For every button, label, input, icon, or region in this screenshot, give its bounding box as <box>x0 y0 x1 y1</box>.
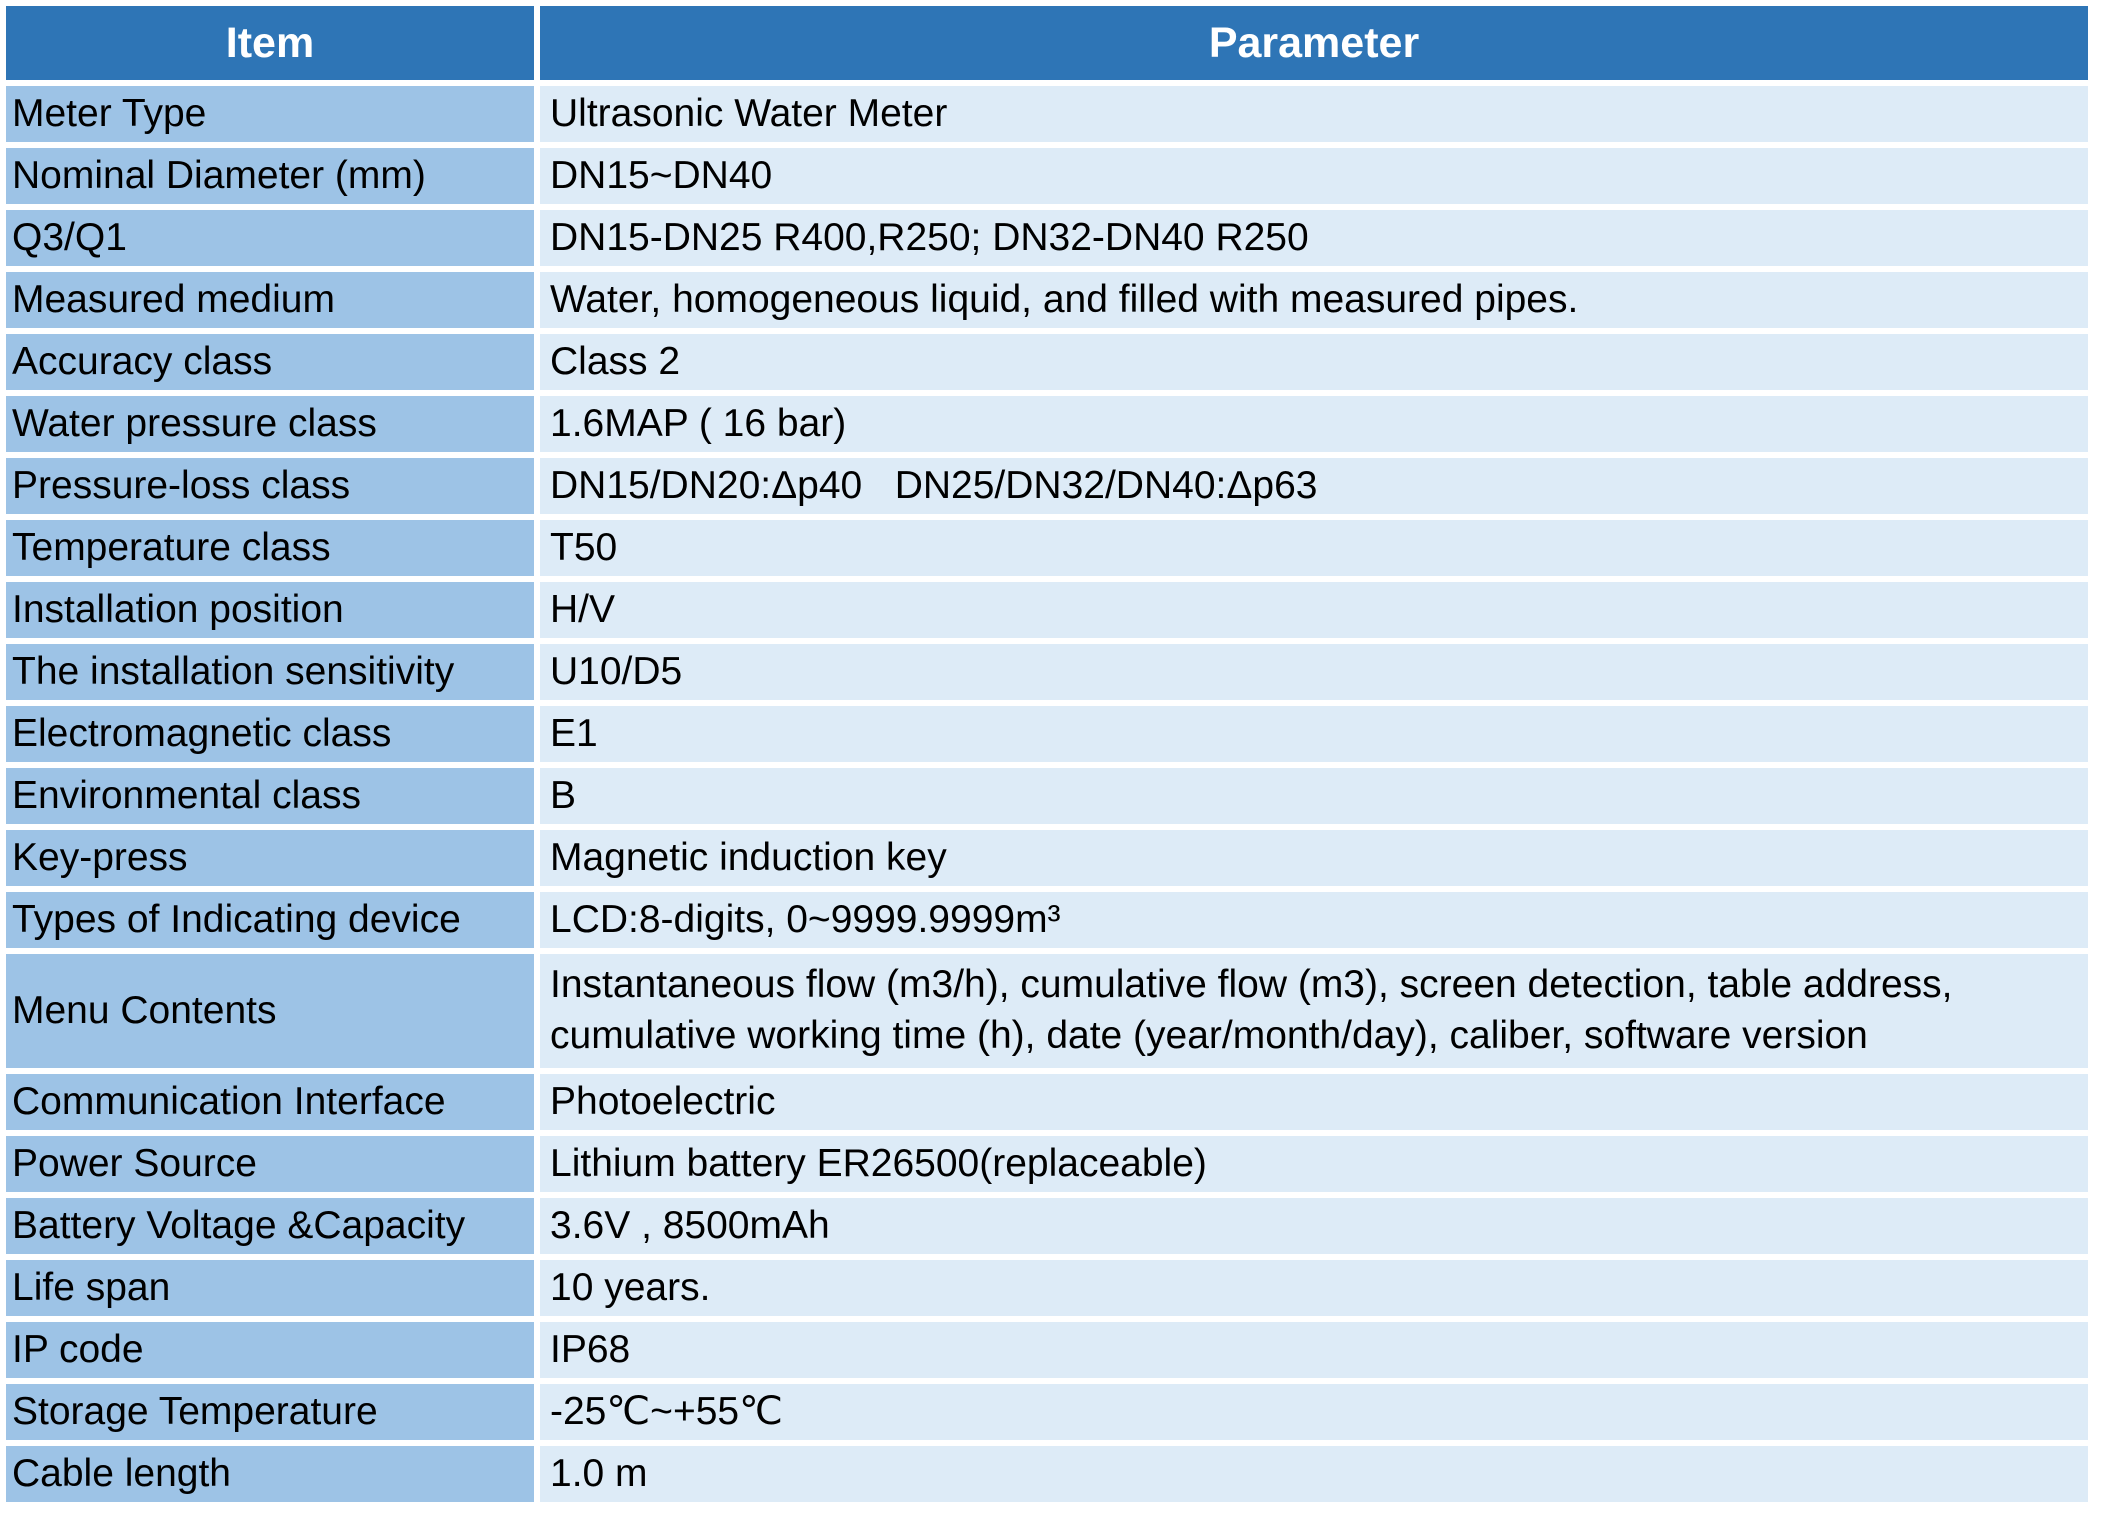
item-cell: Temperature class <box>6 520 534 576</box>
value-cell: IP68 <box>540 1322 2088 1378</box>
table-row <box>6 86 2088 142</box>
value-cell: Photoelectric <box>540 1074 2088 1130</box>
item-cell: Cable length <box>6 1446 534 1502</box>
table-row <box>6 396 2088 452</box>
item-cell: Electromagnetic class <box>6 706 534 762</box>
value-cell: 3.6V , 8500mAh <box>540 1198 2088 1254</box>
value-cell: Lithium battery ER26500(replaceable) <box>540 1136 2088 1192</box>
item-cell: Accuracy class <box>6 334 534 390</box>
value-cell: 1.6MAP ( 16 bar) <box>540 396 2088 452</box>
table-row <box>6 892 2088 948</box>
item-cell: Life span <box>6 1260 534 1316</box>
value-cell: Water, homogeneous liquid, and filled with measured pipes. <box>540 272 2088 328</box>
value-cell: -25℃~+55℃ <box>540 1384 2088 1440</box>
value-cell: DN15-DN25 R400,R250; DN32-DN40 R250 <box>540 210 2088 266</box>
table-header-row <box>6 6 2088 80</box>
table-row <box>6 210 2088 266</box>
table-row <box>6 582 2088 638</box>
value-cell: LCD:8-digits, 0~9999.9999m³ <box>540 892 2088 948</box>
value-cell: T50 <box>540 520 2088 576</box>
table-row <box>6 1322 2088 1378</box>
table-row <box>6 520 2088 576</box>
value-cell: Magnetic induction key <box>540 830 2088 886</box>
value-cell: H/V <box>540 582 2088 638</box>
value-cell: B <box>540 768 2088 824</box>
value-line: Instantaneous flow (m3/h), cumulative flow (m3), screen detection, table address, <box>550 963 1953 1007</box>
value-cell: Ultrasonic Water Meter <box>540 86 2088 142</box>
item-cell: Q3/Q1 <box>6 210 534 266</box>
table-row <box>6 954 2088 1068</box>
table-row <box>6 768 2088 824</box>
item-cell: Types of Indicating device <box>6 892 534 948</box>
value-cell: DN15/DN20:Δp40 DN25/DN32/DN40:Δp63 <box>540 458 2088 514</box>
value-cell: 1.0 m <box>540 1446 2088 1502</box>
table-row <box>6 644 2088 700</box>
item-cell: Environmental class <box>6 768 534 824</box>
item-cell: Communication Interface <box>6 1074 534 1130</box>
table-row <box>6 1136 2088 1192</box>
header-item: Item <box>6 6 534 80</box>
table-row <box>6 1198 2088 1254</box>
table-row <box>6 1260 2088 1316</box>
item-cell: Nominal Diameter (mm) <box>6 148 534 204</box>
table-row <box>6 148 2088 204</box>
table-row <box>6 1074 2088 1130</box>
table-row <box>6 334 2088 390</box>
item-cell: Installation position <box>6 582 534 638</box>
table-row <box>6 272 2088 328</box>
item-cell: Meter Type <box>6 86 534 142</box>
item-cell: The installation sensitivity <box>6 644 534 700</box>
header-parameter: Parameter <box>540 6 2088 80</box>
item-cell: Water pressure class <box>6 396 534 452</box>
table-row <box>6 458 2088 514</box>
item-cell: Menu Contents <box>6 954 534 1068</box>
value-cell-multiline <box>540 954 2088 1068</box>
value-cell: E1 <box>540 706 2088 762</box>
value-line: cumulative working time (h), date (year/month/day), caliber, software version <box>550 1014 1868 1057</box>
value-cell: Class 2 <box>540 334 2088 390</box>
item-cell: IP code <box>6 1322 534 1378</box>
table-row <box>6 1384 2088 1440</box>
value-cell: U10/D5 <box>540 644 2088 700</box>
item-cell: Key-press <box>6 830 534 886</box>
item-cell: Measured medium <box>6 272 534 328</box>
value-cell: 10 years. <box>540 1260 2088 1316</box>
item-cell: Power Source <box>6 1136 534 1192</box>
table-row <box>6 706 2088 762</box>
table-row <box>6 830 2088 886</box>
item-cell: Storage Temperature <box>6 1384 534 1440</box>
value-cell: DN15~DN40 <box>540 148 2088 204</box>
table-row <box>6 1446 2088 1502</box>
item-cell: Battery Voltage &Capacity <box>6 1198 534 1254</box>
item-cell: Pressure-loss class <box>6 458 534 514</box>
